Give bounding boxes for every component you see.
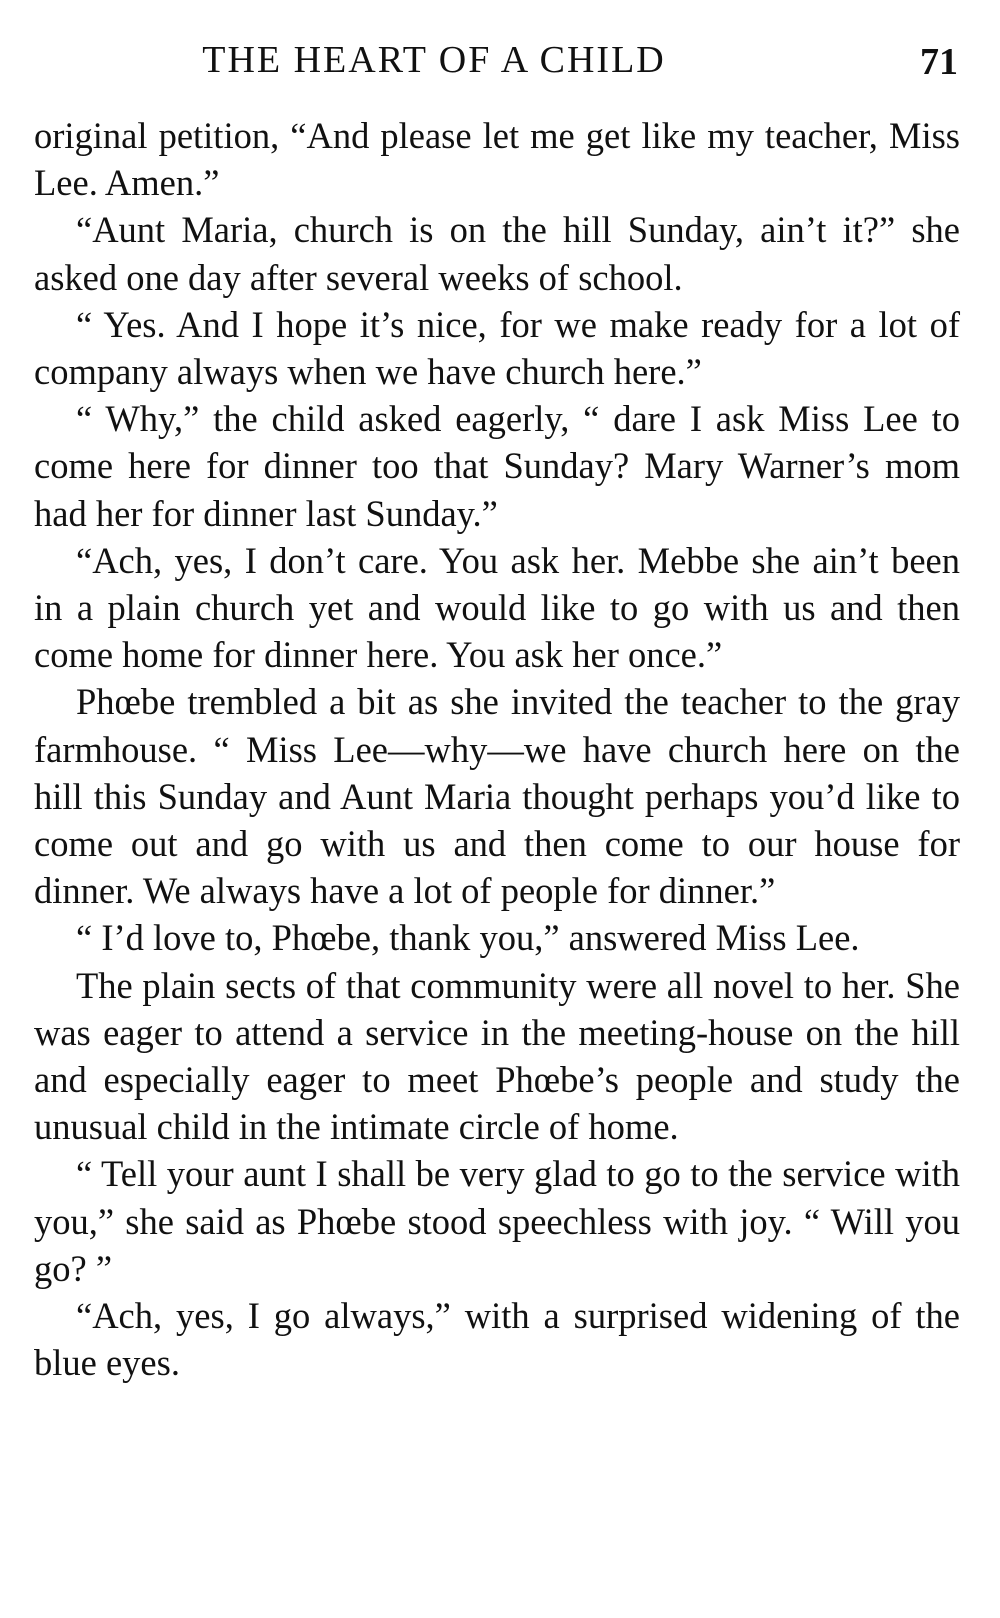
paragraph: “ Tell your aunt I shall be very glad to go to the service with you,” she said as Phœbe stood speechless with joy. “ Will you go? ” bbox=[34, 1153, 960, 1289]
paragraph: “Aunt Maria, church is on the hill Sunday, ain’t it?” she asked one day after several weeks of school. bbox=[34, 209, 960, 298]
paragraph: “ Yes. And I hope it’s nice, for we make ready for a lot of company always when we have church here.” bbox=[34, 303, 960, 393]
paragraph: “ I’d love to, Phœbe, thank you,” answered Miss Lee. bbox=[76, 917, 860, 959]
paragraph: “Ach, yes, I don’t care. You ask her. Mebbe she ain’t been in a plain church yet and would like to go with us and then come home for dinner here. You ask her once.” bbox=[34, 539, 960, 676]
paragraph: “Ach, yes, I go always,” with a surprised widening of the blue eyes. bbox=[34, 1295, 960, 1384]
running-title: THE HEART OF A CHILD bbox=[202, 39, 666, 81]
paragraph: “ Why,” the child asked eagerly, “ dare I ask Miss Lee to come here for dinner too that Sunday? Mary Warner’s mom had her for dinner last Sunday.” bbox=[34, 398, 960, 534]
page-header bbox=[34, 30, 960, 90]
paragraph: Phœbe trembled a bit as she invited the teacher to the gray farmhouse. “ Miss Lee—why—we have church here on the hill this Sunday and Aunt Maria thought perhaps you’d like to come out and go with us and then come to our house for dinner. We always have a lot of people for dinner.” bbox=[34, 681, 960, 912]
page-number: 71 bbox=[920, 41, 958, 83]
paragraph: The plain sects of that community were all novel to her. She was eager to attend a service in the meeting-house on the hill and especially eager to meet Phœbe’s people and study the unusual child in the intimate circle of home. bbox=[34, 964, 960, 1148]
body-text bbox=[34, 112, 960, 1386]
paragraph: original petition, “And please let me get like my teacher, Miss Lee. Amen.” bbox=[34, 115, 960, 204]
